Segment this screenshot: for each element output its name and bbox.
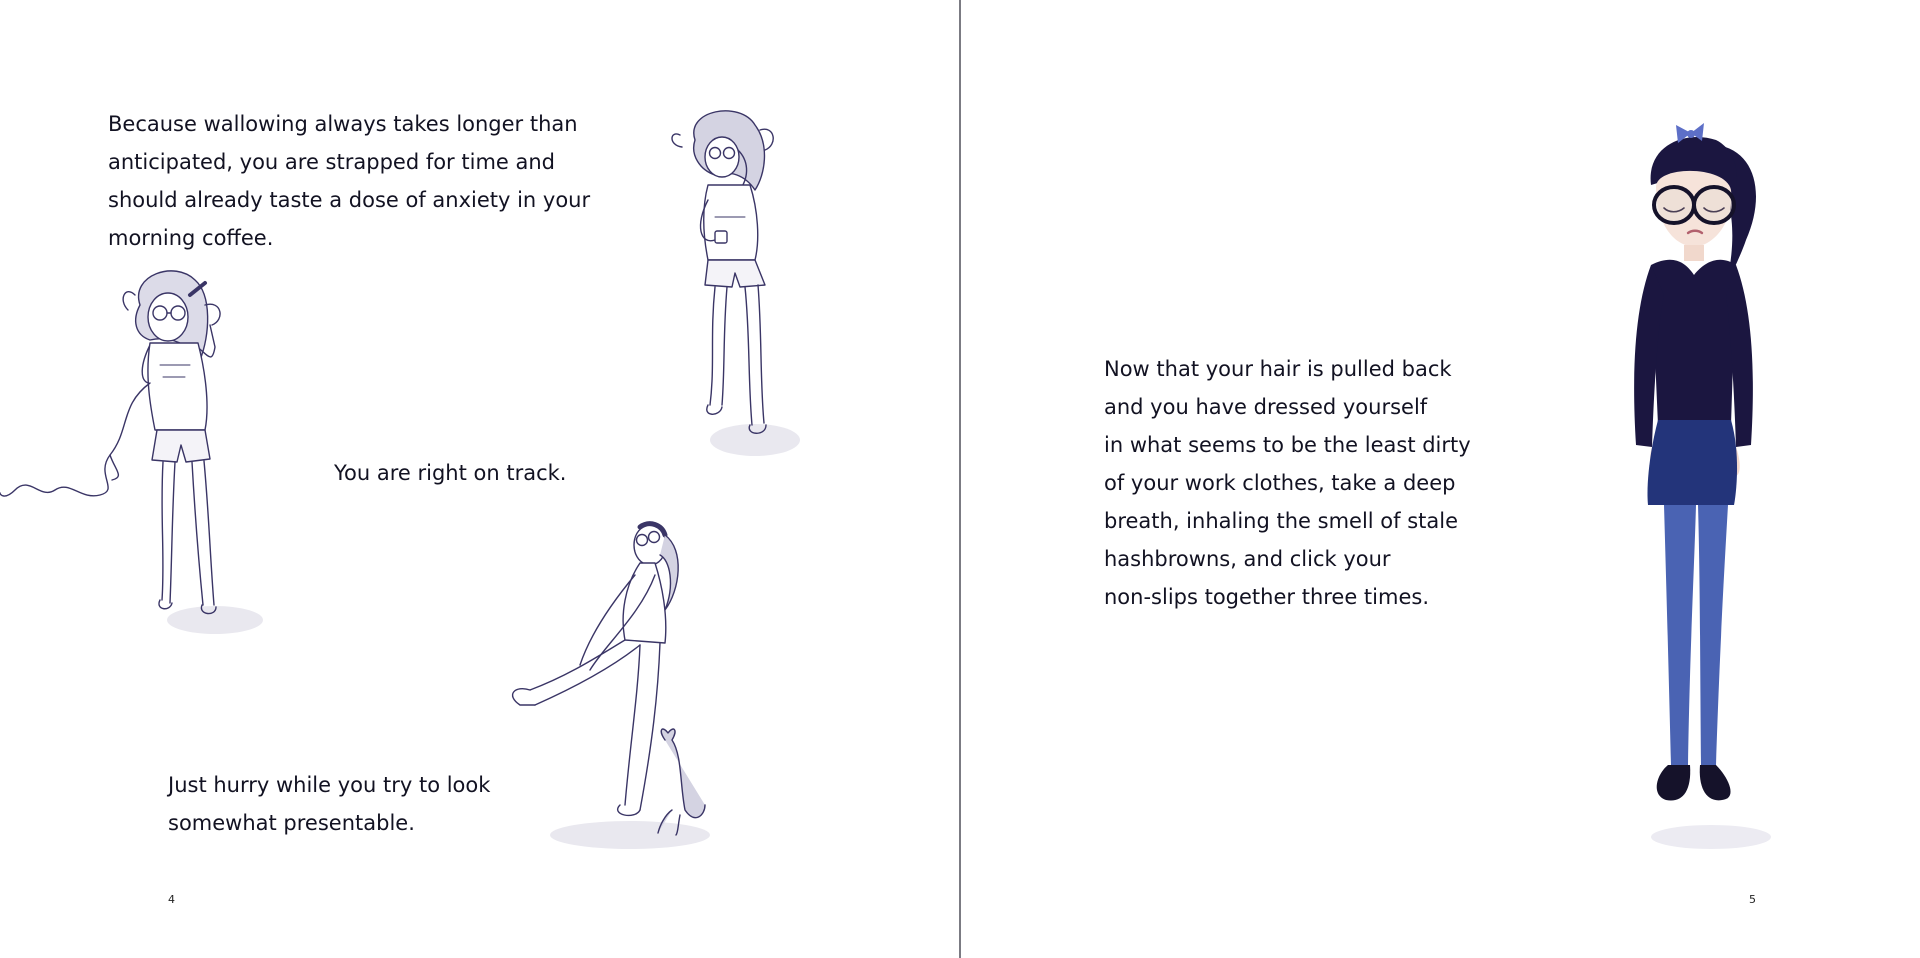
text-line: in what seems to be the least dirty <box>1104 433 1471 457</box>
left-paragraph-wallowing <box>108 105 590 257</box>
right-page <box>961 0 1920 958</box>
text-line: should already taste a dose of anxiety in your <box>108 188 591 212</box>
text-line: of your work clothes, take a deep <box>1104 471 1456 495</box>
right-paragraph-hair-pulled-back <box>1104 350 1471 616</box>
text-line: and you have dressed yourself <box>1104 395 1428 419</box>
illustration-girl-with-mug <box>660 105 800 475</box>
text-line: breath, inhaling the smell of stale <box>1104 509 1459 533</box>
text-line: morning coffee. <box>108 226 274 250</box>
illustration-girl-dressing-with-cat <box>490 515 730 860</box>
illustration-girl-dressed-for-work <box>1616 125 1786 855</box>
illustration-girl-brushing-hair <box>0 265 280 655</box>
left-paragraph-hurry <box>168 766 490 842</box>
text-line: Because wallowing always takes longer than <box>108 112 578 136</box>
page-number-left: 4 <box>168 893 175 906</box>
text-line: You are right on track. <box>334 461 567 485</box>
text-line: somewhat presentable. <box>168 811 415 835</box>
text-line: non-slips together three times. <box>1104 585 1429 609</box>
page-number-right: 5 <box>1749 893 1756 906</box>
text-line: Now that your hair is pulled back <box>1104 357 1452 381</box>
left-paragraph-on-track <box>334 454 566 492</box>
text-line: Just hurry while you try to look <box>168 773 491 797</box>
text-line: anticipated, you are strapped for time and <box>108 150 555 174</box>
text-line: hashbrowns, and click your <box>1104 547 1391 571</box>
